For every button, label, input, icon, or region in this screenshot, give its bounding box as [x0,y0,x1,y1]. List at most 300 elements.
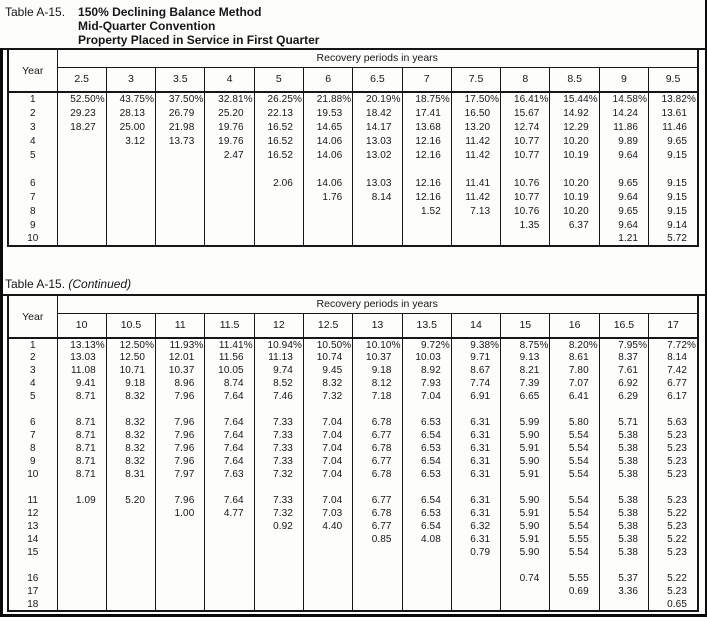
table2-period-header-15: 15 [501,313,550,338]
percent-sign: % [95,94,105,105]
table1-title-line-3: Property Placed in Service in First Quarter [78,33,320,47]
value-cell: 1.09 [57,494,106,507]
value-cell: 12.50 [106,351,155,364]
value-cell: 16.52 [254,148,303,162]
value-cell [205,338,254,351]
spacer-cell [550,162,599,176]
value-cell: 7.04 [402,390,451,403]
table2-row-year-11 [8,494,698,507]
value-cell: 9.65 [599,204,648,218]
table1-row-year-9 [8,218,698,232]
value-cell: 9.14 [649,218,698,232]
table2-period-header-13.5: 13.5 [402,313,451,338]
value-cell [402,92,451,106]
value-cell [106,338,155,351]
value-cell: 4.08 [402,533,451,546]
table2-period-header-13: 13 [353,313,402,338]
value-cell [353,546,402,559]
year-cell: 9 [8,455,57,468]
value-cell: 7.64 [205,455,254,468]
value-cell [254,204,303,218]
value-cell: 5.23 [649,585,698,598]
spacer-cell [57,481,106,494]
percent-value: 32.81 [218,94,244,105]
value-cell: 8.52 [254,377,303,390]
value-cell: 5.23 [649,468,698,481]
table1-period-header-2.5: 2.5 [57,67,106,92]
value-cell: 10.37 [353,351,402,364]
value-cell [57,585,106,598]
table1-group-header: Recovery periods in years [57,50,698,67]
table1-period-header-6.5: 6.5 [353,67,402,92]
spacer-cell [57,403,106,416]
year-cell: 17 [8,585,57,598]
value-cell: 6.31 [451,429,500,442]
table1-period-header-9.5: 9.5 [649,67,698,92]
value-cell [57,520,106,533]
spacer-row [8,559,698,572]
value-cell [353,585,402,598]
year-cell: 14 [8,533,57,546]
value-cell [451,92,500,106]
value-cell: 5.54 [550,494,599,507]
value-cell: 19.76 [205,134,254,148]
value-cell [57,92,106,106]
table1-row-year-6 [8,176,698,190]
value-cell [106,190,155,204]
value-cell [106,572,155,585]
value-cell: 8.61 [550,351,599,364]
value-cell [353,572,402,585]
value-cell: 8.32 [106,416,155,429]
spacer-cell [501,481,550,494]
value-cell: 5.72 [649,232,698,246]
table1-period-header-7: 7 [402,67,451,92]
value-cell [353,598,402,611]
value-cell: 9.65 [599,176,648,190]
value-cell: 6.65 [501,390,550,403]
value-cell [106,598,155,611]
spacer-cell [402,481,451,494]
value-cell: 7.64 [205,416,254,429]
year-cell: 4 [8,134,57,148]
percent-sign: % [687,94,696,105]
value-cell: 22.13 [254,106,303,120]
value-cell: 7.97 [156,468,205,481]
value-cell: 5.55 [550,533,599,546]
value-cell: 14.17 [353,120,402,134]
value-cell: 5.54 [550,455,599,468]
spacer-cell [303,162,352,176]
value-cell: 5.54 [550,429,599,442]
value-cell [303,92,352,106]
value-cell: 1.00 [156,507,205,520]
percent-value: 7.72 [667,339,687,351]
table2-continued-text: (Continued) [68,277,132,291]
value-cell [254,190,303,204]
value-cell: 7.64 [205,390,254,403]
value-cell: 5.38 [599,520,648,533]
spacer-cell [550,559,599,572]
value-cell: 8.14 [649,351,698,364]
percent-value: 13.13 [70,339,96,351]
value-cell: 8.74 [205,377,254,390]
value-cell [205,520,254,533]
value-cell: 6.31 [451,416,500,429]
value-cell: 5.90 [501,429,550,442]
value-cell: 7.04 [303,442,352,455]
value-cell [254,585,303,598]
table1-period-header-8: 8 [501,67,550,92]
spacer-cell [303,403,352,416]
value-cell [402,585,451,598]
table1-row-year-8 [8,204,698,218]
value-cell: 6.78 [353,416,402,429]
percent-value: 11.41 [218,339,244,351]
value-cell [303,204,352,218]
value-cell: 9.64 [599,148,648,162]
value-cell: 12.29 [550,120,599,134]
value-cell [106,546,155,559]
value-cell: 7.64 [205,429,254,442]
table2-period-header-16: 16 [550,313,599,338]
percent-value: 8.20 [568,339,589,351]
value-cell: 9.18 [106,377,155,390]
value-cell [550,338,599,351]
value-cell: 11.42 [451,190,500,204]
table1-row-year-5 [8,148,698,162]
value-cell: 7.42 [649,364,698,377]
value-cell: 11.86 [599,120,648,134]
spacer-cell [106,162,155,176]
percent-sign: % [194,339,204,351]
value-cell: 8.71 [57,442,106,455]
value-cell: 5.38 [599,442,648,455]
value-cell [156,148,205,162]
percent-sign: % [440,94,450,105]
year-cell: 18 [8,598,57,611]
table2-row-year-1 [8,338,698,351]
value-cell [353,338,402,351]
value-cell [353,232,402,246]
value-cell: 9.41 [57,377,106,390]
value-cell [106,533,155,546]
year-cell: 4 [8,377,57,390]
percent-value: 10.50 [316,339,343,351]
value-cell [303,546,352,559]
value-cell: 13.61 [649,106,698,120]
value-cell: 8.71 [57,416,106,429]
table2-period-header-10.5: 10.5 [106,313,155,338]
depreciation-table-first-quarter [7,50,699,247]
spacer-cell [501,162,550,176]
value-cell [106,218,155,232]
value-cell: 7.63 [205,468,254,481]
percent-value: 37.50 [168,94,195,105]
value-cell [303,338,352,351]
value-cell [156,338,205,351]
value-cell: 11.42 [451,148,500,162]
value-cell: 7.74 [451,377,500,390]
value-cell: 7.32 [254,468,303,481]
value-cell: 11.08 [57,364,106,377]
value-cell: 6.91 [451,390,500,403]
value-cell: 6.31 [451,455,500,468]
spacer-cell [451,559,500,572]
value-cell: 10.77 [501,134,550,148]
spacer-cell [599,403,648,416]
value-cell [205,204,254,218]
value-cell [254,338,303,351]
percent-sign: % [145,94,155,105]
value-cell: 10.05 [205,364,254,377]
value-cell: 8.14 [353,190,402,204]
table1-row-year-3 [8,120,698,134]
spacer-cell [303,559,352,572]
value-cell [205,232,254,246]
year-cell: 1 [8,338,57,351]
value-cell: 6.77 [353,520,402,533]
value-cell: 8.12 [353,377,402,390]
value-cell: 6.77 [649,377,698,390]
value-cell: 14.24 [599,106,648,120]
value-cell [57,232,106,246]
table2-period-header-14: 14 [451,313,500,338]
spacer-cell [106,403,155,416]
year-cell: 9 [8,218,57,232]
spacer-cell [451,481,500,494]
value-cell: 11.13 [254,351,303,364]
year-cell: 7 [8,429,57,442]
value-cell: 25.00 [106,120,155,134]
table1-title-line-1: 150% Declining Balance Method [78,5,262,19]
value-cell: 8.32 [106,442,155,455]
value-cell: 8.71 [57,429,106,442]
table1-label: Table A-15. [5,5,66,19]
value-cell: 10.76 [501,204,550,218]
value-cell: 2.47 [205,148,254,162]
value-cell: 0.74 [501,572,550,585]
value-cell: 6.53 [402,442,451,455]
value-cell [451,572,500,585]
value-cell: 5.91 [501,468,550,481]
percent-sign: % [95,339,105,351]
percent-value: 26.25 [267,94,293,105]
value-cell: 5.91 [501,533,550,546]
value-cell [57,546,106,559]
value-cell: 12.16 [402,190,451,204]
value-cell: 9.13 [501,351,550,364]
value-cell: 7.07 [550,377,599,390]
value-cell: 9.18 [353,364,402,377]
year-cell: 1 [8,92,57,106]
value-cell: 18.27 [57,120,106,134]
value-cell [353,218,402,232]
spacer-cell [599,481,648,494]
spacer-cell [649,481,698,494]
table1-period-header-8.5: 8.5 [550,67,599,92]
value-cell: 0.69 [550,585,599,598]
value-cell [550,92,599,106]
percent-sign: % [292,94,302,105]
value-cell: 8.32 [106,429,155,442]
spacer-cell [599,559,648,572]
value-cell: 8.71 [57,455,106,468]
value-cell: 6.78 [353,507,402,520]
value-cell: 9.89 [599,134,648,148]
year-cell: 7 [8,190,57,204]
spacer-cell [501,559,550,572]
value-cell: 8.71 [57,390,106,403]
value-cell: 7.04 [303,416,352,429]
value-cell: 9.74 [254,364,303,377]
value-cell: 6.32 [451,520,500,533]
percent-sign: % [638,339,648,351]
value-cell: 11.46 [649,120,698,134]
value-cell: 14.06 [303,148,352,162]
table2-row-year-2 [8,351,698,364]
value-cell: 5.80 [550,416,599,429]
percent-sign: % [539,339,549,351]
spacer-cell [8,481,57,494]
value-cell: 11.42 [451,134,500,148]
table2-row-year-10 [8,468,698,481]
table2-row-year-8 [8,442,698,455]
value-cell: 10.74 [303,351,352,364]
value-cell [57,338,106,351]
percent-value: 12.50 [119,339,146,351]
value-cell: 7.64 [205,494,254,507]
value-cell: 7.33 [254,494,303,507]
value-cell: 6.54 [402,520,451,533]
value-cell: 26.79 [156,106,205,120]
value-cell: 1.76 [303,190,352,204]
value-cell: 3.36 [599,585,648,598]
spacer-cell [156,559,205,572]
percent-value: 17.50 [464,94,491,105]
value-cell [106,204,155,218]
spacer-row [8,403,698,416]
value-cell: 7.96 [156,390,205,403]
value-cell: 8.92 [402,364,451,377]
value-cell: 13.68 [402,120,451,134]
table1-title [78,5,319,47]
value-cell [106,148,155,162]
value-cell: 0.92 [254,520,303,533]
year-cell: 3 [8,364,57,377]
spacer-cell [353,481,402,494]
value-cell [156,176,205,190]
value-cell [353,92,402,106]
table2-row-year-4 [8,377,698,390]
value-cell: 5.90 [501,455,550,468]
value-cell [156,520,205,533]
value-cell: 5.23 [649,494,698,507]
value-cell [451,598,500,611]
value-cell: 7.39 [501,377,550,390]
value-cell [106,507,155,520]
table1-row-year-7 [8,190,698,204]
percent-value: 11.93 [169,339,195,351]
value-cell: 7.18 [353,390,402,403]
value-cell [156,533,205,546]
value-cell: 7.33 [254,429,303,442]
value-cell: 6.78 [353,442,402,455]
value-cell: 9.65 [649,134,698,148]
table1-row-year-1 [8,92,698,106]
value-cell [205,533,254,546]
value-cell: 9.15 [649,176,698,190]
value-cell: 7.04 [303,455,352,468]
value-cell [57,134,106,148]
table2-period-header-11: 11 [156,313,205,338]
spacer-cell [402,162,451,176]
value-cell: 4.40 [303,520,352,533]
spacer-cell [451,403,500,416]
spacer-cell [649,403,698,416]
value-cell: 5.91 [501,507,550,520]
spacer-cell [451,162,500,176]
value-cell: 14.06 [303,176,352,190]
value-cell: 5.90 [501,520,550,533]
value-cell: 21.98 [156,120,205,134]
value-cell [254,232,303,246]
spacer-cell [254,162,303,176]
year-cell: 6 [8,176,57,190]
value-cell: 28.13 [106,106,155,120]
percent-value: 10.10 [366,339,392,351]
value-cell [303,533,352,546]
value-cell [303,598,352,611]
value-cell [205,572,254,585]
value-cell [303,572,352,585]
value-cell: 2.06 [254,176,303,190]
value-cell: 7.96 [156,429,205,442]
percent-sign: % [490,339,500,351]
spacer-cell [649,162,698,176]
value-cell: 5.91 [501,442,550,455]
value-cell: 5.54 [550,507,599,520]
table1-period-header-3.5: 3.5 [156,67,205,92]
year-cell: 8 [8,442,57,455]
value-cell [254,598,303,611]
value-cell: 5.38 [599,468,648,481]
value-cell: 5.23 [649,442,698,455]
year-cell: 10 [8,468,57,481]
value-cell: 5.90 [501,494,550,507]
value-cell: 10.76 [501,176,550,190]
value-cell [451,585,500,598]
spacer-cell [156,162,205,176]
percent-sign: % [342,339,352,351]
value-cell [402,572,451,585]
value-cell: 7.03 [303,507,352,520]
percent-sign: % [539,94,549,105]
value-cell: 7.80 [550,364,599,377]
value-cell: 8.32 [106,390,155,403]
value-cell [303,585,352,598]
table1-caption [0,0,707,48]
value-cell: 25.20 [205,106,254,120]
table2-period-header-10: 10 [57,313,106,338]
value-cell: 11.56 [205,351,254,364]
value-cell: 7.96 [156,494,205,507]
table1-row-year-10 [8,232,698,246]
table2-row-year-5 [8,390,698,403]
year-cell: 5 [8,390,57,403]
table1-year-header: Year [8,50,57,92]
value-cell [156,190,205,204]
